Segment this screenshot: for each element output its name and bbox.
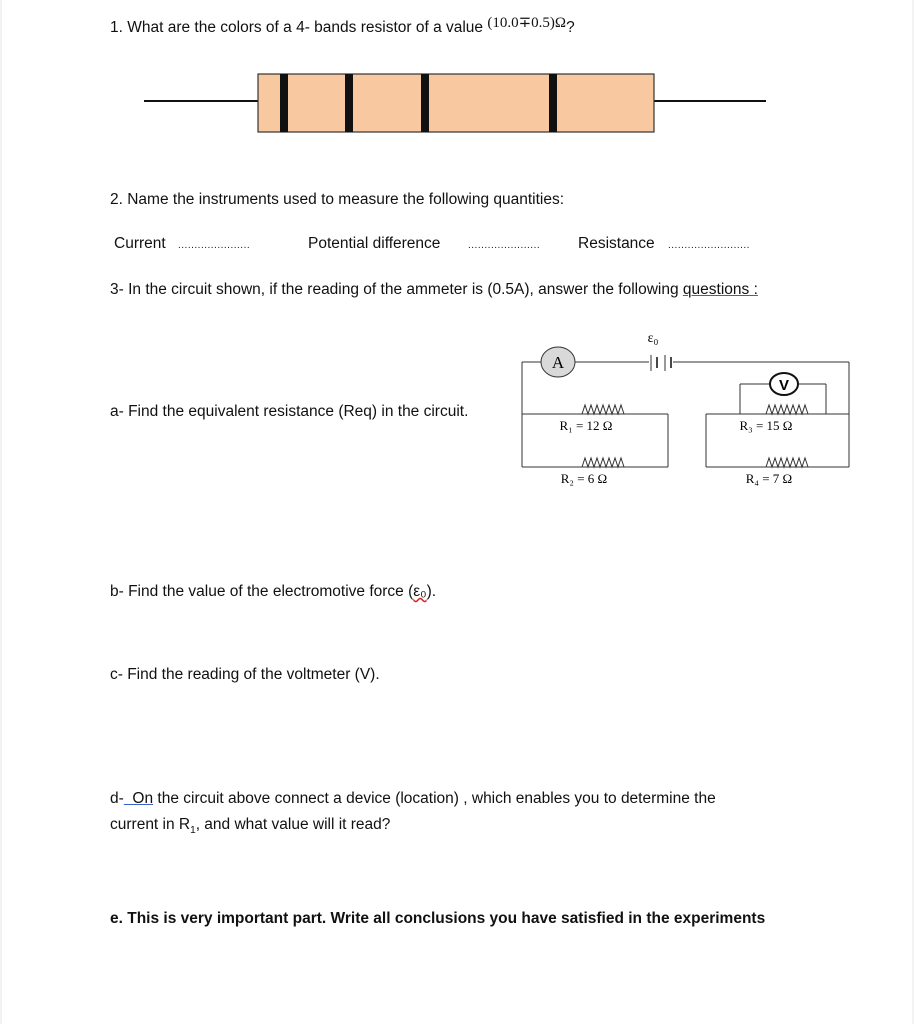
- emf-label: ε₀: [647, 331, 659, 346]
- resistor-band-4: [549, 74, 557, 132]
- question-3-text: 3- In the circuit shown, if the reading of the ammeter is (0.5A), answer the following: [110, 281, 683, 298]
- resistor-band-2: [345, 74, 353, 132]
- resistor-r2-symbol: [582, 458, 624, 467]
- current-answer-blank: ......................: [178, 240, 251, 251]
- potential-difference-label: Potential difference: [308, 235, 441, 252]
- part-d-on-word: On: [123, 790, 154, 807]
- r3-label: R₃ = 15 Ω: [739, 418, 793, 433]
- part-d-prefix: d-: [110, 790, 124, 807]
- question-1-text: 1. What are the colors of a 4- bands resistor of a value: [110, 19, 488, 36]
- part-c: c- Find the reading of the voltmeter (V).: [110, 666, 380, 683]
- part-e: e. This is very important part. Write all conclusions you have satisfied in the experiments: [110, 910, 766, 927]
- resistor-r1-symbol: [582, 405, 624, 414]
- ammeter-label: A: [551, 353, 565, 372]
- question-1: [110, 15, 575, 37]
- question-3-questions-word: questions :: [682, 281, 758, 298]
- part-d-line-2-text: , and what value will it read?: [195, 816, 391, 833]
- potential-difference-answer-blank: ......................: [468, 240, 541, 251]
- r2-label: R₂ = 6 Ω: [560, 471, 608, 486]
- resistor-band-1: [280, 74, 288, 132]
- resistor-value: (10.0∓0.5)Ω: [487, 15, 567, 31]
- part-d-line-1: [110, 790, 716, 808]
- r1-label: R₁ = 12 Ω: [559, 418, 613, 433]
- question-2: 2. Name the instruments used to measure the following quantities:: [110, 191, 565, 208]
- part-d-subscript: 1: [190, 825, 196, 837]
- emf-symbol: ε₀: [413, 583, 427, 600]
- resistance-answer-blank: .........................: [668, 240, 750, 251]
- resistance-label: Resistance: [578, 235, 655, 252]
- question-3: [110, 281, 758, 299]
- document-page: [2, 0, 912, 1024]
- part-d-line-1-text: the circuit above connect a device (location) , which enables you to determine the: [153, 790, 716, 807]
- part-b-end: ).: [426, 583, 437, 600]
- circuit-diagram: [516, 322, 856, 492]
- current-label: Current: [114, 235, 166, 252]
- voltmeter-label: V: [778, 377, 790, 394]
- part-a: a- Find the equivalent resistance (Req) in the circuit.: [110, 403, 469, 420]
- r4-label: R₄ = 7 Ω: [745, 471, 793, 486]
- resistor-diagram: [142, 70, 772, 138]
- resistor-r4-symbol: [766, 458, 808, 467]
- resistor-r3-symbol: [766, 405, 808, 414]
- resistor-body: [258, 74, 654, 132]
- part-d-line-2: [110, 816, 390, 836]
- part-b-text: b- Find the value of the electromotive force (: [110, 583, 414, 600]
- resistor-band-3: [421, 74, 429, 132]
- question-1-mark: ?: [566, 19, 575, 36]
- part-b: [110, 583, 436, 601]
- part-d-line-2-prefix: current in R: [110, 816, 191, 833]
